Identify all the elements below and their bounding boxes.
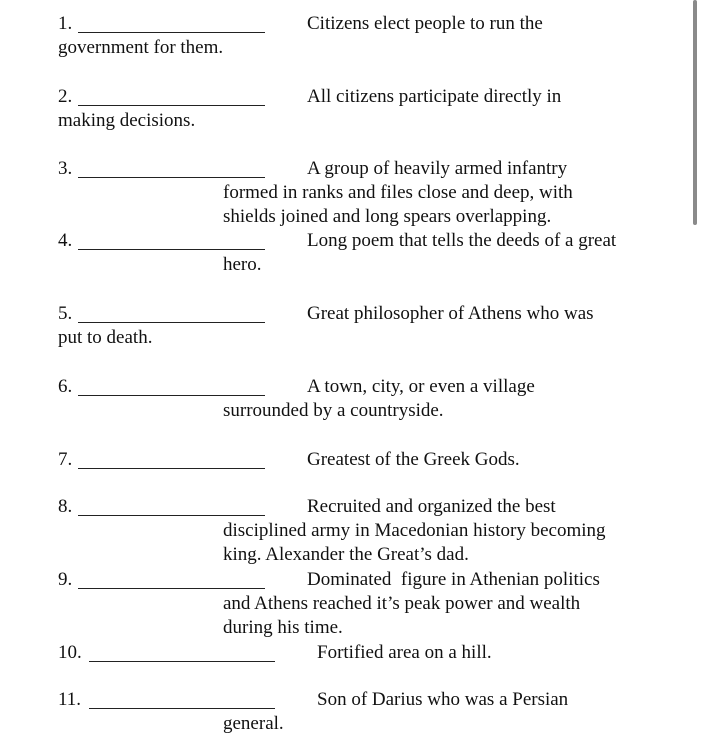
- clue-line: making decisions.: [58, 110, 196, 131]
- answer-blank[interactable]: [78, 249, 265, 250]
- question-number: 1.: [58, 13, 73, 34]
- question-number: 3.: [58, 158, 73, 179]
- clue-line: All citizens participate directly in: [307, 86, 562, 107]
- clue-line: Great philosopher of Athens who was: [307, 303, 594, 324]
- question-number: 9.: [58, 569, 73, 590]
- answer-blank[interactable]: [78, 395, 265, 396]
- clue-line: during his time.: [223, 617, 343, 638]
- answer-blank[interactable]: [89, 661, 275, 662]
- clue-line: government for them.: [58, 37, 224, 58]
- answer-blank[interactable]: [78, 588, 265, 589]
- question-number: 8.: [58, 496, 73, 517]
- question-number: 4.: [58, 230, 73, 251]
- clue-line: formed in ranks and files close and deep, with: [223, 182, 573, 203]
- clue-line: hero.: [223, 254, 262, 275]
- question-number: 10.: [58, 642, 82, 663]
- clue-line: Recruited and organized the best: [307, 496, 556, 517]
- clue-line: A town, city, or even a village: [307, 376, 535, 397]
- clue-line: king. Alexander the Great’s dad.: [223, 544, 469, 565]
- clue-line: shields joined and long spears overlapping.: [223, 206, 552, 227]
- answer-blank[interactable]: [78, 322, 265, 323]
- question-number: 5.: [58, 303, 73, 324]
- clue-line: put to death.: [58, 327, 153, 348]
- clue-line: A group of heavily armed infantry: [307, 158, 568, 179]
- question-number: 7.: [58, 449, 73, 470]
- vertical-scrollbar[interactable]: [693, 0, 697, 225]
- clue-line: disciplined army in Macedonian history becoming: [223, 520, 606, 541]
- clue-line: Citizens elect people to run the: [307, 13, 543, 34]
- answer-blank[interactable]: [78, 177, 265, 178]
- clue-line: Greatest of the Greek Gods.: [307, 449, 520, 470]
- answer-blank[interactable]: [78, 468, 265, 469]
- question-number: 11.: [58, 689, 82, 710]
- clue-line: surrounded by a countryside.: [223, 400, 444, 421]
- answer-blank[interactable]: [78, 515, 265, 516]
- clue-line: Long poem that tells the deeds of a great: [307, 230, 617, 251]
- clue-line: Son of Darius who was a Persian: [317, 689, 569, 710]
- question-number: 6.: [58, 376, 73, 397]
- clue-line: Fortified area on a hill.: [317, 642, 492, 663]
- answer-blank[interactable]: [78, 105, 265, 106]
- clue-line: general.: [223, 713, 284, 734]
- question-number: 2.: [58, 86, 73, 107]
- answer-blank[interactable]: [89, 708, 275, 709]
- clue-line: and Athens reached it’s peak power and wealth: [223, 593, 581, 614]
- answer-blank[interactable]: [78, 32, 265, 33]
- clue-line: Dominated figure in Athenian politics: [307, 569, 600, 590]
